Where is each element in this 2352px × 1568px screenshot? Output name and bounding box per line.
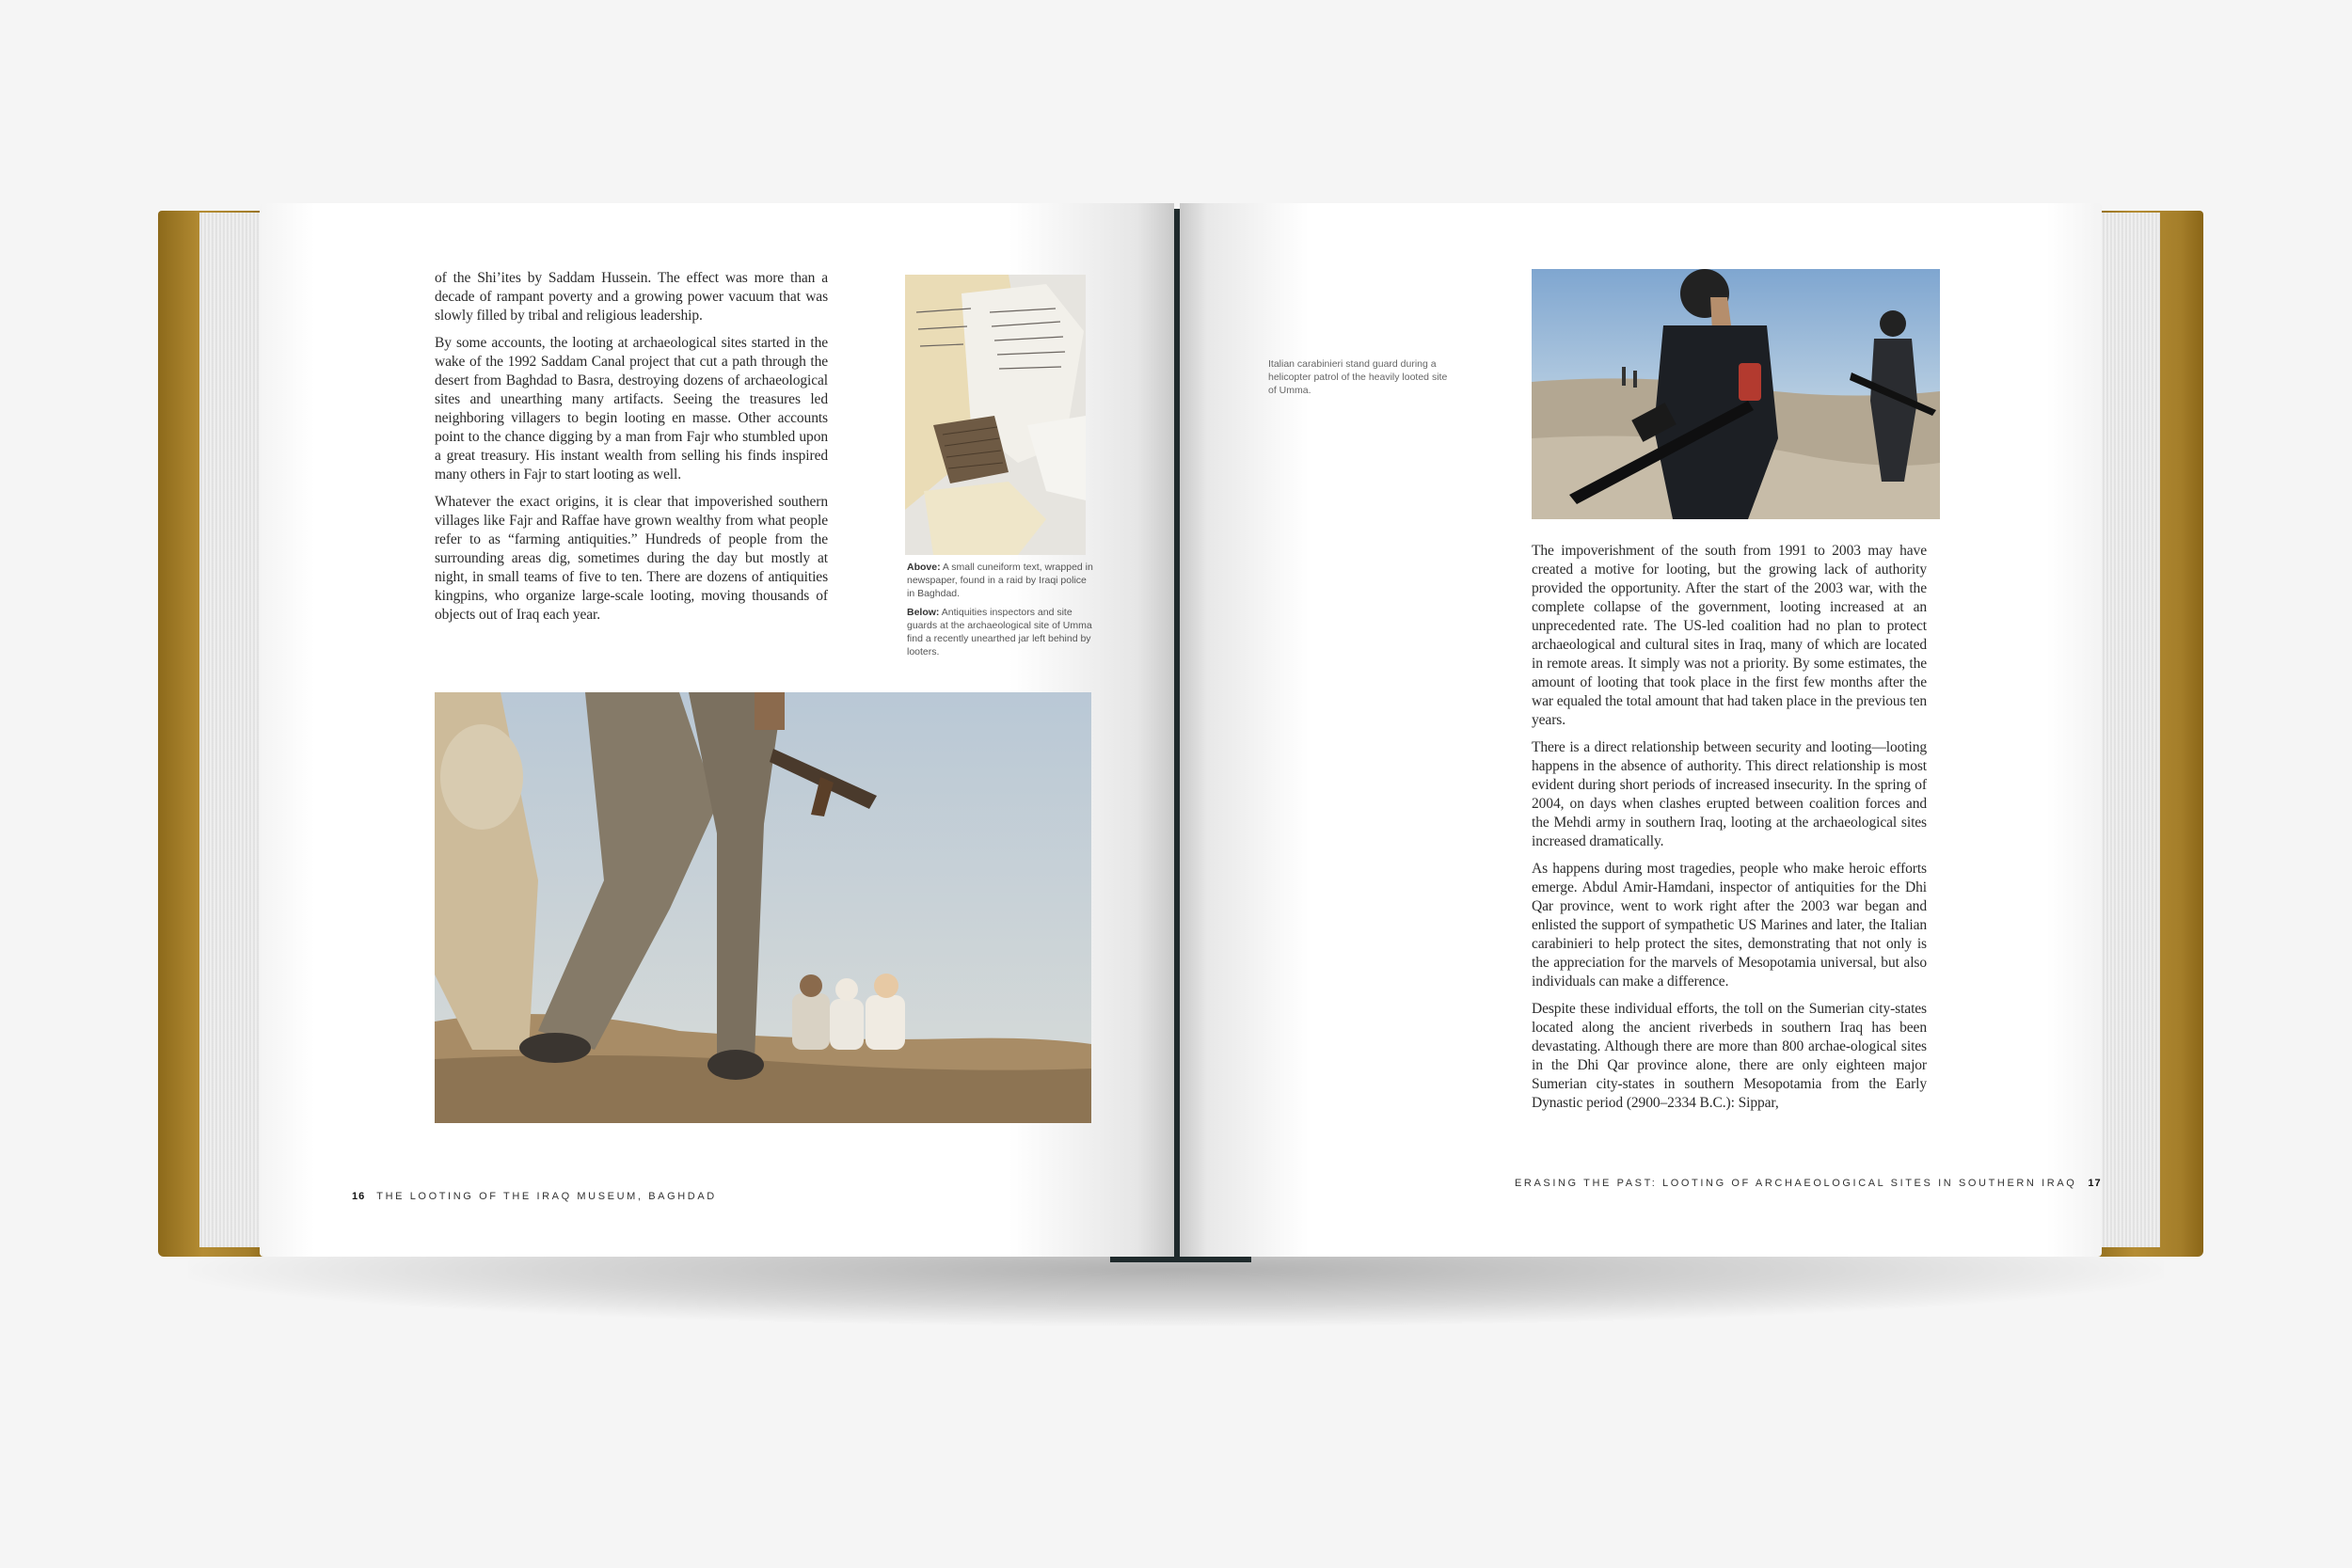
right-paragraph: As happens during most tragedies, people who make heroic efforts emerge. Abdul Amir-Hamdani, inspector of antiquities for the Dhi Qar province, went to work right after the 2003 war began and enlisted the support of sympathetic US Marines and later, the Italian carabinieri to help protect the sites, demonstrating that not only is the appreciation for the marvels of Mesopotamia universal, but also individuals can make a difference. bbox=[1532, 861, 1927, 990]
umma-inspectors-photo bbox=[435, 692, 1091, 1123]
left-page-number: 16 bbox=[352, 1191, 366, 1202]
right-paragraph: Despite these individual efforts, the toll on the Sumerian city-states located along the ancient riverbeds in southern Iraq has been devastating. Although there are more than 800 archae-ological sites in the Dhi Qar province alone, there are only eighteen major Sumerian city-states in southern Mesopotamia from the Early Dynastic period (2900–2334 B.C.): Sippar, bbox=[1532, 1001, 1927, 1111]
cuneiform-tablet-photo bbox=[905, 275, 1086, 555]
right-page-number: 17 bbox=[2088, 1178, 2102, 1189]
right-body-text bbox=[1532, 542, 1927, 1121]
caption-below-label: Below: bbox=[907, 607, 940, 618]
caption-below bbox=[907, 606, 1095, 658]
right-running-head: ERASING THE PAST: LOOTING OF ARCHAEOLOGICAL SITES IN SOUTHERN IRAQ bbox=[1515, 1178, 2077, 1189]
left-photo-captions bbox=[907, 561, 1095, 664]
page-edges-right bbox=[2094, 213, 2160, 1247]
left-paragraph: By some accounts, the looting at archaeological sites started in the wake of the 1992 Saddam Canal project that cut a path through the desert from Baghdad to Basra, destroying dozens of archaeological sites and unearthing many artifacts. Seeing the treasures led neighboring villagers to begin looting en masse. Other accounts point to the chance digging by a man from Fajr who stumbled upon a great treasury. His instant wealth from selling his finds inspired many others in Fajr to start looting as well. bbox=[435, 335, 828, 483]
caption-above-label: Above: bbox=[907, 562, 941, 573]
page-edges-left bbox=[199, 213, 263, 1247]
right-paragraph: There is a direct relationship between security and looting—looting happens in the absence of authority. This direct relationship is most evident during short periods of increased insecurity. In the spring of 2004, on days when clashes erupted between coalition forces and the Mehdi army in southern Iraq, looting at the archaeological sites increased dramatically. bbox=[1532, 739, 1927, 849]
caption-above bbox=[907, 561, 1095, 600]
carabinieri-photo bbox=[1532, 269, 1940, 519]
left-paragraph: of the Shi’ites by Saddam Hussein. The effect was more than a decade of rampant poverty and a growing power vacuum that was slowly filled by tribal and religious leadership. bbox=[435, 270, 828, 324]
right-footer bbox=[1515, 1178, 2113, 1189]
carabinieri-caption bbox=[1268, 357, 1456, 397]
caption-above-text: A small cuneiform text, wrapped in newspaper, found in a raid by Iraqi police in Baghdad. bbox=[907, 562, 1093, 599]
left-footer bbox=[341, 1191, 717, 1202]
carabinieri-caption-text: Italian carabinieri stand guard during a helicopter patrol of the heavily looted site of Umma. bbox=[1268, 358, 1448, 396]
left-body-text bbox=[435, 269, 828, 633]
left-paragraph: Whatever the exact origins, it is clear that impoverished southern villages like Fajr and Raffae have grown wealthy from what people refer to as “farming antiquities.” Hundreds of people from the surrounding areas dig, sometimes during the day but mostly at night, in small teams of five to ten. There are dozens of antiquities kingpins, who organize large-scale looting, moving thousands of objects out of Iraq each year. bbox=[435, 494, 828, 623]
right-paragraph: The impoverishment of the south from 1991 to 2003 may have created a motive for looting, but the growing lack of authority provided the opportunity. After the start of the 2003 war, with the complete collapse of the government, looting increased at an unprecedented rate. The US-led coalition had no plan to protect archaeological and cultural sites in Iraq, many of which are located in remote areas. It simply was not a priority. By some estimates, the amount of looting that took place in the first few months after the war equaled the total amount that had taken place in the previous ten years. bbox=[1532, 543, 1927, 728]
left-running-head: THE LOOTING OF THE IRAQ MUSEUM, BAGHDAD bbox=[376, 1191, 717, 1202]
caption-below-text: Antiquities inspectors and site guards at the archaeological site of Umma find a recently unearthed jar left behind by looters. bbox=[907, 607, 1092, 657]
